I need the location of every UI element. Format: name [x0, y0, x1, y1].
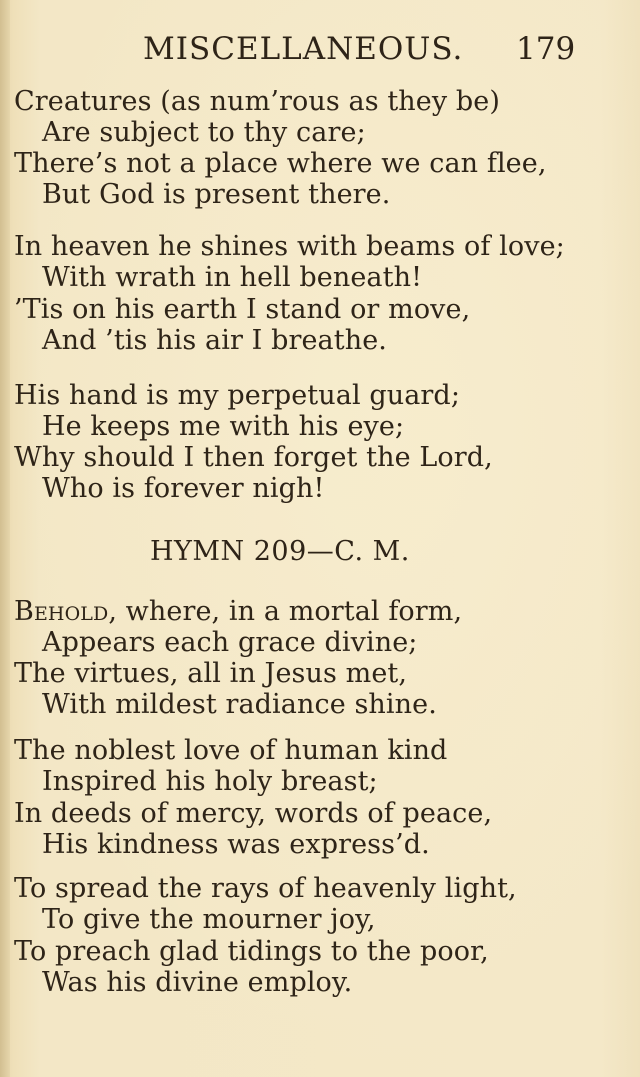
verse-line: His hand is my perpetual guard; [14, 380, 461, 411]
verse-line: To give the mourner joy, [42, 904, 376, 935]
verse-line: Who is forever nigh! [42, 473, 325, 504]
verse-line: With mildest radiance shine. [42, 689, 437, 720]
page-gutter [0, 0, 10, 1077]
verse-line: The noblest love of human kind [14, 735, 448, 766]
verse-line: Appears each grace divine; [42, 627, 418, 658]
hymn-title: HYMN 209—C. M. [150, 536, 410, 567]
verse-line: With wrath in hell beneath! [42, 262, 423, 293]
verse-line: In heaven he shines with beams of love; [14, 231, 565, 262]
verse-line: There’s not a place where we can flee, [14, 148, 547, 179]
verse-line: To spread the rays of heavenly light, [14, 873, 517, 904]
verse-line: In deeds of mercy, words of peace, [14, 798, 493, 829]
verse-line: His kindness was express’d. [42, 829, 430, 860]
first-word-small-caps: Behold [14, 596, 109, 627]
verse-line: Are subject to thy care; [42, 117, 366, 148]
verse-line: To preach glad tidings to the poor, [14, 936, 489, 967]
verse-line: And ’tis his air I breathe. [42, 325, 387, 356]
verse-line: The virtues, all in Jesus met, [14, 658, 408, 689]
verse-line: Why should I then forget the Lord, [14, 442, 493, 473]
page-number: 179 [516, 31, 576, 67]
verse-line [14, 596, 462, 628]
verse-line: Creatures (as num’rous as they be) [14, 86, 501, 117]
running-header-title: MISCELLANEOUS. [143, 31, 464, 67]
verse-line: Was his divine employ. [42, 967, 353, 998]
verse-line: ’Tis on his earth I stand or move, [14, 294, 471, 325]
verse-line: But God is present there. [42, 179, 391, 210]
verse-line-rest: , where, in a mortal form, [108, 596, 463, 627]
verse-line: He keeps me with his eye; [42, 411, 405, 442]
verse-line: Inspired his holy breast; [42, 766, 378, 797]
